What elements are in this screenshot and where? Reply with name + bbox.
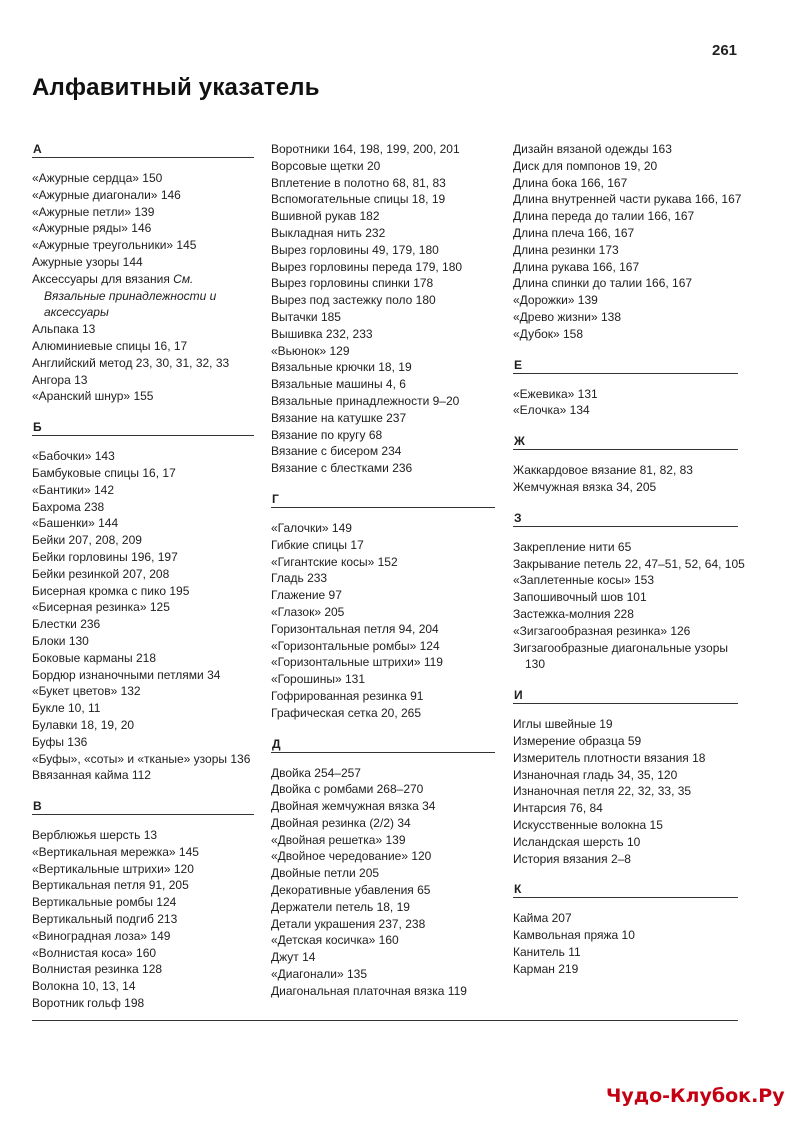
index-section: [32, 798, 254, 1012]
index-entry: «Заплетенные косы» 153: [513, 573, 655, 588]
index-entry: «Елочка» 134: [513, 403, 590, 418]
index-entry: Бейки резинкой 207, 208: [32, 566, 170, 581]
index-entry: «Детская косичка» 160: [271, 933, 399, 948]
index-entry: «Бантики» 142: [32, 482, 115, 497]
index-entry: Двойная жемчужная вязка 34: [271, 799, 436, 814]
index-column-3: [513, 141, 745, 977]
index-entry: Двойка с ромбами 268–270: [271, 782, 424, 797]
index-section: [513, 881, 738, 977]
index-entry: Искусственные волокна 15: [513, 817, 663, 832]
index-entry: Воротник гольф 198: [32, 996, 145, 1011]
index-entry: Жаккардовое вязание 81, 82, 83: [513, 463, 693, 478]
section-letter: Д: [271, 736, 495, 753]
index-entry: История вязания 2–8: [513, 851, 631, 866]
section-letter: З: [513, 510, 738, 527]
index-entry: Ввязанная кайма 112: [32, 768, 151, 783]
index-entry: Вплетение в полотно 68, 81, 83: [271, 175, 446, 190]
index-entry: Вертикальные ромбы 124: [32, 895, 177, 910]
section-letter: Г: [271, 491, 495, 508]
index-entry: Длина рукава 166, 167: [513, 259, 640, 274]
page-title: Алфавитный указатель: [32, 74, 320, 101]
index-section: [271, 736, 495, 1000]
index-entry: Детали украшения 237, 238: [271, 916, 426, 931]
bottom-rule: [32, 1020, 738, 1021]
index-entry: «Вертикальная мережка» 145: [32, 844, 199, 859]
index-entry: Альпака 13: [32, 322, 96, 337]
index-entry: Вязальные крючки 18, 19: [271, 360, 412, 375]
index-entry: Вязание с бисером 234: [271, 444, 402, 459]
index-entry: Закрепление нити 65: [513, 539, 632, 554]
index-entry: Бейки горловины 196, 197: [32, 549, 178, 564]
index-entry: Вязальные машины 4, 6: [271, 377, 406, 392]
index-entry: Бейки 207, 208, 209: [32, 533, 142, 548]
index-entry: Интарсия 76, 84: [513, 801, 603, 816]
index-entry: Двойка 254–257: [271, 765, 361, 780]
see-reference: См. Вязальные принадлежности и аксессуары: [44, 271, 217, 320]
index-entry: Ажурные узоры 144: [32, 254, 143, 269]
index-entry: Держатели петель 18, 19: [271, 899, 410, 914]
index-entry: «Волнистая коса» 160: [32, 945, 157, 960]
index-entry: Запошивочный шов 101: [513, 590, 647, 605]
index-entry: Бисерная кромка с пико 195: [32, 583, 190, 598]
index-entry: Вырез горловины спинки 178: [271, 276, 434, 291]
section-letter: Б: [32, 419, 254, 436]
index-entry: Застежка-молния 228: [513, 606, 634, 621]
index-entry: Вспомогательные спицы 18, 19: [271, 192, 446, 207]
index-entry: Ворсовые щетки 20: [271, 158, 381, 173]
index-entry: Двойные петли 205: [271, 866, 380, 881]
index-entry: Длина бока 166, 167: [513, 175, 628, 190]
index-section: [513, 510, 745, 673]
index-entry: Длина переда до талии 166, 167: [513, 209, 695, 224]
index-section: [513, 687, 738, 867]
entry-text: Аксессуары для вязания: [32, 271, 174, 286]
index-entry: Вязание с блестками 236: [271, 461, 413, 476]
index-entry: «Двойная решетка» 139: [271, 832, 406, 847]
index-entry: Гибкие спицы 17: [271, 537, 364, 552]
index-entry: Карман 219: [513, 961, 579, 976]
index-entry: «Букет цветов» 132: [32, 684, 141, 699]
index-entry: «Зигзагообразная резинка» 126: [513, 623, 691, 638]
index-entry: Диск для помпонов 19, 20: [513, 158, 658, 173]
index-entry: «Бисерная резинка» 125: [32, 600, 170, 615]
index-entry: «Ажурные треугольники» 145: [32, 238, 197, 253]
index-entry: Горизонтальная петля 94, 204: [271, 621, 439, 636]
site-watermark: Чудо-Клубок.Ру: [606, 1085, 785, 1107]
index-section: [32, 419, 254, 784]
index-entry: Декоративные убавления 65: [271, 883, 431, 898]
index-section: [32, 141, 254, 405]
index-entry: «Ажурные сердца» 150: [32, 171, 163, 185]
index-entry: Длина внутренней части рукава 166, 167: [513, 192, 742, 207]
index-entry: «Диагонали» 135: [271, 967, 367, 982]
index-entry: «Вертикальные штрихи» 120: [32, 861, 194, 876]
index-section: [271, 141, 495, 477]
index-entry: «Буфы», «соты» и «тканые» узоры 136: [32, 751, 251, 766]
index-entry: «Бабочки» 143: [32, 449, 115, 464]
index-entry: Вязание на катушке 237: [271, 410, 407, 425]
index-entry: Гофрированная резинка 91: [271, 688, 424, 703]
index-entry: Булавки 18, 19, 20: [32, 717, 135, 732]
index-column-2: [271, 141, 495, 1000]
index-entry: Английский метод 23, 30, 31, 32, 33: [32, 355, 230, 370]
index-entry: «Виноградная лоза» 149: [32, 928, 171, 943]
index-entry: «Глазок» 205: [271, 604, 345, 619]
index-entry: Вышивка 232, 233: [271, 326, 373, 341]
index-entry: Изнаночная петля 22, 32, 33, 35: [513, 784, 692, 799]
index-entry: Измерение образца 59: [513, 733, 642, 748]
index-entry: Дизайн вязаной одежды 163: [513, 142, 672, 156]
index-entry: «Горизонтальные штрихи» 119: [271, 655, 443, 670]
index-entry: Закрывание петель 22, 47–51, 52, 64, 105: [513, 556, 745, 571]
index-entry: Двойная резинка (2/2) 34: [271, 815, 411, 830]
index-column-1: [32, 141, 254, 1012]
index-entry: «Дубок» 158: [513, 326, 584, 341]
index-entry: Вытачки 185: [271, 309, 341, 324]
index-entry: Блестки 236: [32, 617, 101, 632]
index-entry: Вертикальная петля 91, 205: [32, 878, 189, 893]
index-entry: «Древо жизни» 138: [513, 309, 621, 324]
index-entry: Измеритель плотности вязания 18: [513, 750, 706, 765]
index-entry: Верблюжья шерсть 13: [32, 828, 158, 843]
index-entry: Длина спинки до талии 166, 167: [513, 276, 693, 291]
index-entry: Джут 14: [271, 950, 316, 965]
index-entry: «Галочки» 149: [271, 520, 352, 535]
index-entry: Бордюр изнаночными петлями 34: [32, 667, 221, 682]
section-letter: В: [32, 798, 254, 815]
index-entry: Гладь 233: [271, 571, 328, 586]
index-entry: «Вьюнок» 129: [271, 343, 350, 358]
index-entry: Канитель 11: [513, 944, 581, 959]
index-entry: Вертикальный подгиб 213: [32, 912, 178, 927]
index-entry: «Гигантские косы» 152: [271, 554, 398, 569]
section-letter: И: [513, 687, 738, 704]
index-entry: «Ежевика» 131: [513, 386, 598, 401]
index-entry: «Башенки» 144: [32, 516, 119, 531]
index-entry: Волокна 10, 13, 14: [32, 979, 136, 994]
index-entry: Вшивной рукав 182: [271, 209, 380, 224]
index-entry: Исландская шерсть 10: [513, 834, 641, 849]
index-entry: Камвольная пряжа 10: [513, 928, 635, 943]
index-entry: «Горошины» 131: [271, 672, 366, 687]
index-entry: Вырез под застежку поло 180: [271, 293, 436, 308]
index-entry: Блоки 130: [32, 633, 89, 648]
index-entry: Волнистая резинка 128: [32, 962, 163, 977]
index-entry: Буфы 136: [32, 734, 88, 749]
index-entry: «Ажурные петли» 139: [32, 204, 155, 219]
index-entry: Вырез горловины переда 179, 180: [271, 259, 463, 274]
index-entry: «Горизонтальные ромбы» 124: [271, 638, 440, 653]
index-entry: Бахрома 238: [32, 499, 105, 514]
index-section: [513, 141, 742, 343]
index-entry: Зигзагообразные диагональные узоры 130: [513, 640, 728, 672]
index-entry: Букле 10, 11: [32, 701, 101, 716]
index-entry: Алюминиевые спицы 16, 17: [32, 338, 188, 353]
index-entry: Длина плеча 166, 167: [513, 225, 635, 240]
index-entry: Изнаночная гладь 34, 35, 120: [513, 767, 678, 782]
index-entry: Вязальные принадлежности 9–20: [271, 393, 460, 408]
index-entry: Жемчужная вязка 34, 205: [513, 479, 657, 494]
section-letter: Е: [513, 357, 738, 374]
index-entry: Бамбуковые спицы 16, 17: [32, 465, 176, 480]
index-entry: Графическая сетка 20, 265: [271, 705, 422, 720]
index-entry: «Ажурные ряды» 146: [32, 221, 152, 236]
index-section: [513, 357, 738, 420]
index-section: [513, 433, 738, 496]
index-entry: Вязание по кругу 68: [271, 427, 383, 442]
index-section: [271, 491, 495, 722]
index-entry: Ангора 13: [32, 372, 88, 387]
index-entry: Глажение 97: [271, 588, 342, 603]
section-letter: К: [513, 881, 738, 898]
page-number: 261: [712, 42, 738, 59]
index-entry: Боковые карманы 218: [32, 650, 157, 665]
index-entry: Вырез горловины 49, 179, 180: [271, 242, 439, 257]
index-entry: «Дорожки» 139: [513, 293, 598, 308]
section-letter: А: [32, 141, 254, 158]
index-entry: Иглы швейные 19: [513, 717, 613, 732]
index-entry: «Аранский шнур» 155: [32, 389, 154, 404]
index-entry: Выкладная нить 232: [271, 225, 386, 240]
index-entry: [32, 271, 254, 321]
index-entry: Диагональная платочная вязка 119: [271, 983, 467, 998]
index-entry: «Ажурные диагонали» 146: [32, 187, 181, 202]
index-entry: Воротники 164, 198, 199, 200, 201: [271, 142, 460, 156]
index-entry: «Двойное чередование» 120: [271, 849, 432, 864]
index-entry: Кайма 207: [513, 911, 572, 926]
index-entry: Длина резинки 173: [513, 242, 619, 257]
section-letter: Ж: [513, 433, 738, 450]
